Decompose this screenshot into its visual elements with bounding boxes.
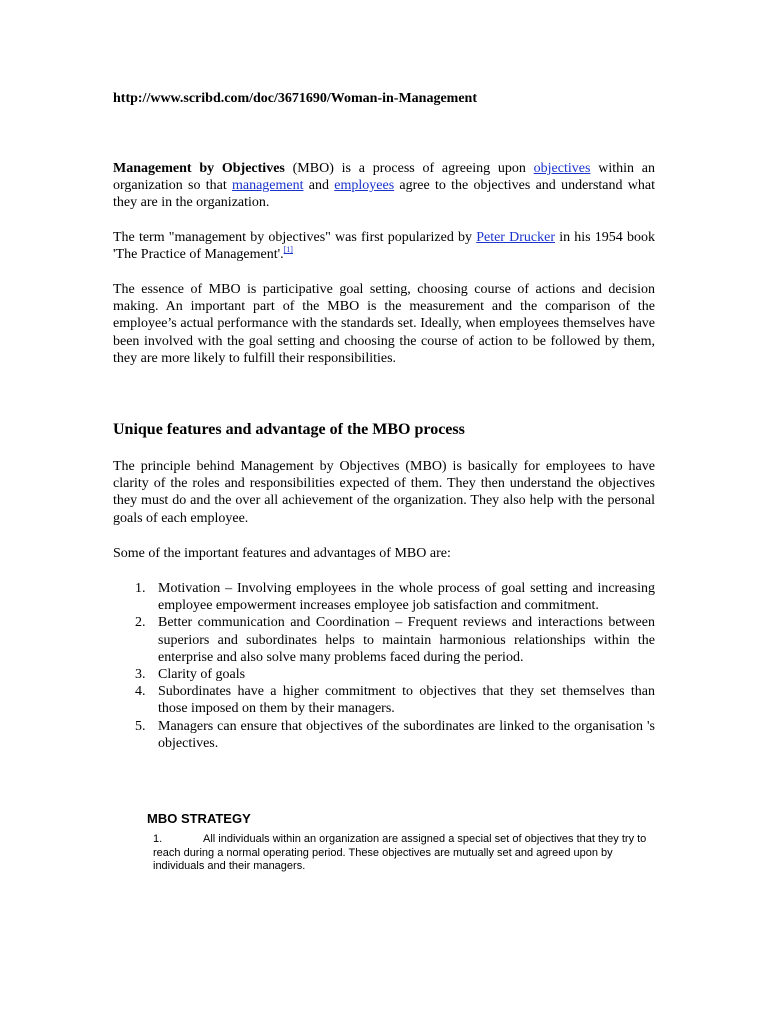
term-text-1: The term "management by objectives" was first popularized by: [113, 230, 477, 245]
reference-link[interactable]: [1]: [283, 245, 293, 255]
list-item: [113, 580, 655, 614]
list-number: 1.: [135, 581, 146, 596]
list-item: [113, 718, 655, 752]
essence-paragraph: The essence of MBO is participative goal setting, choosing course of actions and decision making. An important part of the MBO is the measurement and the comparison of the employee’s actual performance with the standards set. Ideally, when employees themselves have been involved with the goal setting and choosing the course of action to be followed by them, they are more likely to fulfill their responsibilities.: [113, 282, 655, 366]
list-number: 3.: [135, 667, 146, 683]
features-intro: Some of the important features and advantages of MBO are:: [113, 546, 451, 561]
intro-text-3: and: [303, 178, 335, 194]
strategy-item: [153, 833, 658, 874]
list-number: 4.: [135, 684, 146, 700]
link-employees[interactable]: employees: [334, 178, 395, 194]
term-bold: Management by Objectives: [113, 161, 285, 176]
list-text: Motivation – Involving employees in the whole process of goal setting and increasing employee empowerment increases employee job satisfaction and commitment.: [158, 581, 655, 614]
features-list: [113, 580, 655, 752]
intro-text-1: (MBO) is a process of agreeing upon: [284, 161, 534, 176]
strategy-title: MBO STRATEGY: [147, 811, 251, 826]
list-text: Clarity of goals: [158, 667, 246, 683]
term-text-2: in his 1954 book 'The Practice of Management'.: [113, 230, 655, 263]
strategy-item-text: All individuals within an organization are assigned a special set of objectives that they try to reach during a normal operating period. These objectives are mutually set and agreed upon by individuals and their managers.: [153, 833, 647, 873]
intro-paragraph: [113, 160, 655, 212]
link-objectives[interactable]: objectives: [533, 161, 591, 176]
source-url[interactable]: http://www.scribd.com/doc/3671690/Woman-in-Management: [113, 91, 477, 106]
list-text: Better communication and Coordination – Frequent reviews and interactions between superiors and subordinates helps to maintain harmonious relationships within the enterprise and also solve many problems faced during the period.: [158, 615, 655, 665]
list-number: 2.: [135, 615, 146, 631]
list-item: [113, 683, 655, 717]
strategy-item-number: 1.: [153, 833, 163, 845]
section-heading: Unique features and advantage of the MBO process: [113, 421, 465, 438]
link-peter-drucker[interactable]: Peter Drucker: [476, 230, 556, 245]
list-item: [113, 614, 655, 666]
intro-text-2: within an organization so that: [113, 161, 655, 194]
term-paragraph: [113, 229, 655, 263]
list-number: 5.: [135, 718, 146, 734]
list-text: Subordinates have a higher commitment to objectives that they set themselves than those imposed on them by their managers.: [158, 684, 655, 717]
list-text: Managers can ensure that objectives of the subordinates are linked to the organisation 's objectives.: [158, 718, 655, 751]
intro-text-4: agree to the objectives and understand what they are in the organization.: [113, 178, 655, 211]
principle-paragraph: The principle behind Management by Objectives (MBO) is basically for employees to have clarity of the roles and responsibilities expected of them. They then understand the objectives they must do and the over all achievement of the organization. They also help with the personal goals of each employee.: [113, 459, 655, 526]
list-item: [113, 666, 655, 683]
link-management[interactable]: management: [231, 178, 304, 194]
